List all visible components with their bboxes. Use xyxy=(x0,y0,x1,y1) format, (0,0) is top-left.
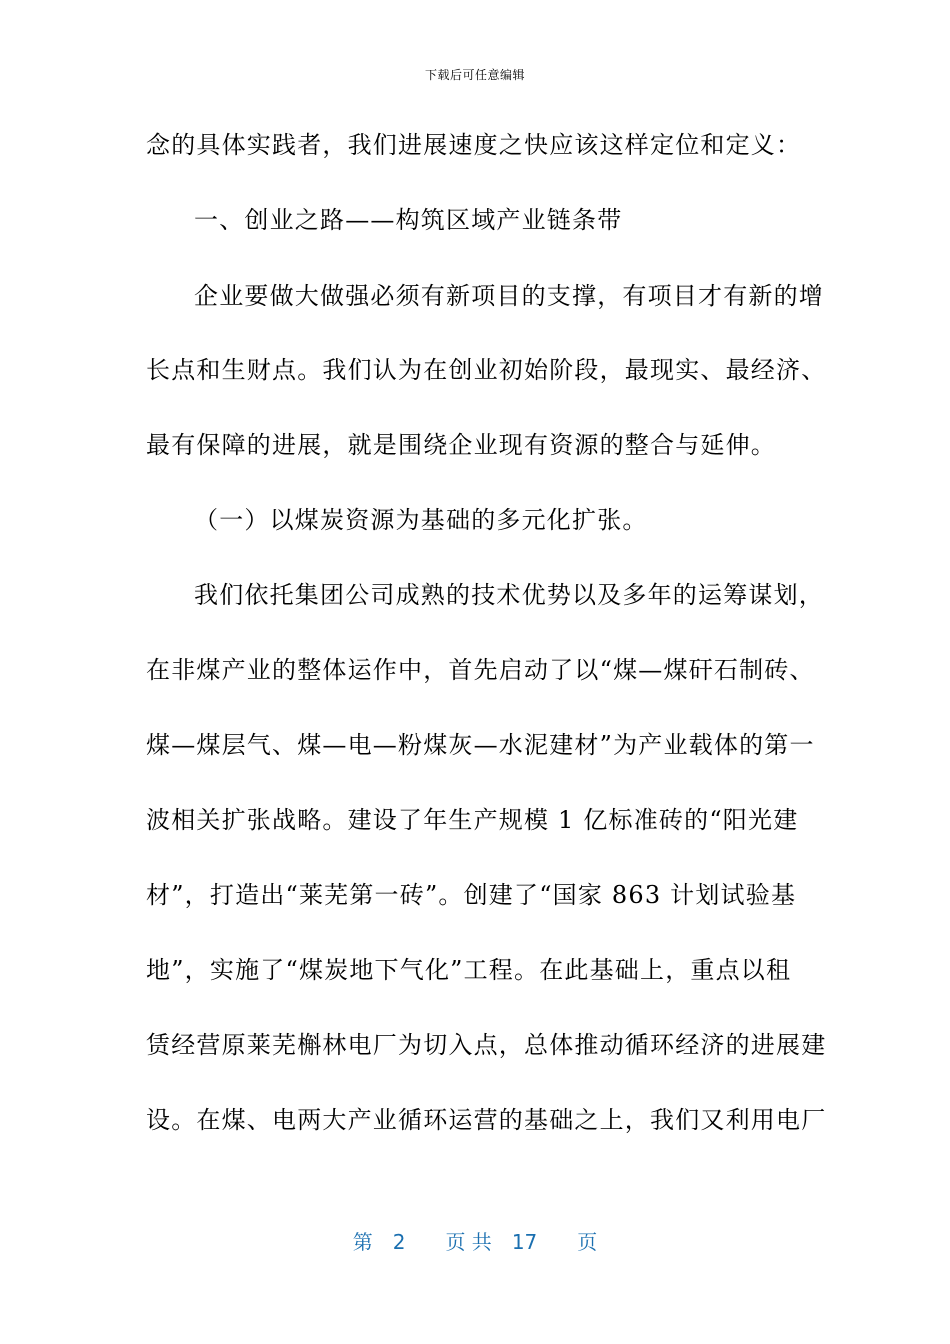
paragraph-line: 材”，打造出“莱芜第一砖”。创建了“国家 863 计划试验基 xyxy=(146,881,797,909)
paragraph-line: 波相关扩张战略。建设了年生产规模 1 亿标准砖的“阳光建 xyxy=(146,806,799,834)
footer-suffix: 页 xyxy=(577,1230,598,1254)
paragraph-line: 我们依托集团公司成熟的技术优势以及多年的运筹谋划， xyxy=(194,581,824,609)
paragraph-line: 长点和生财点。我们认为在创业初始阶段，最现实、最经济、 xyxy=(146,356,827,384)
paragraph-line: 最有保障的进展，就是围绕企业现有资源的整合与延伸。 xyxy=(146,431,776,459)
paragraph-line: 设。在煤、电两大产业循环运营的基础之上，我们又利用电厂 xyxy=(146,1106,827,1134)
paragraph-line: 煤—煤层气、煤—电—粉煤灰—水泥建材”为产业载体的第一 xyxy=(146,731,815,759)
section-heading: 一、创业之路——构筑区域产业链条带 xyxy=(194,206,623,234)
paragraph-line: 念的具体实践者，我们进展速度之快应该这样定位和定义： xyxy=(146,131,802,159)
paragraph-line: 企业要做大做强必须有新项目的支撑，有项目才有新的增 xyxy=(194,282,824,310)
page-header-note: 下载后可任意编辑 xyxy=(424,68,525,82)
footer-total-pages: 17 xyxy=(511,1230,538,1254)
footer-middle: 页 共 xyxy=(445,1230,492,1254)
footer-page-number: 2 xyxy=(392,1230,406,1254)
paragraph-line: 在非煤产业的整体运作中，首先启动了以“煤—煤矸石制砖、 xyxy=(146,656,815,684)
subsection-heading: （一）以煤炭资源为基础的多元化扩张。 xyxy=(194,506,648,534)
footer-prefix: 第 xyxy=(352,1230,373,1254)
page-footer xyxy=(0,1226,950,1255)
paragraph-line: 地”，实施了“煤炭地下气化”工程。在此基础上，重点以租 xyxy=(146,956,792,984)
paragraph-line: 赁经营原莱芜槲林电厂为切入点，总体推动循环经济的进展建 xyxy=(146,1031,827,1059)
